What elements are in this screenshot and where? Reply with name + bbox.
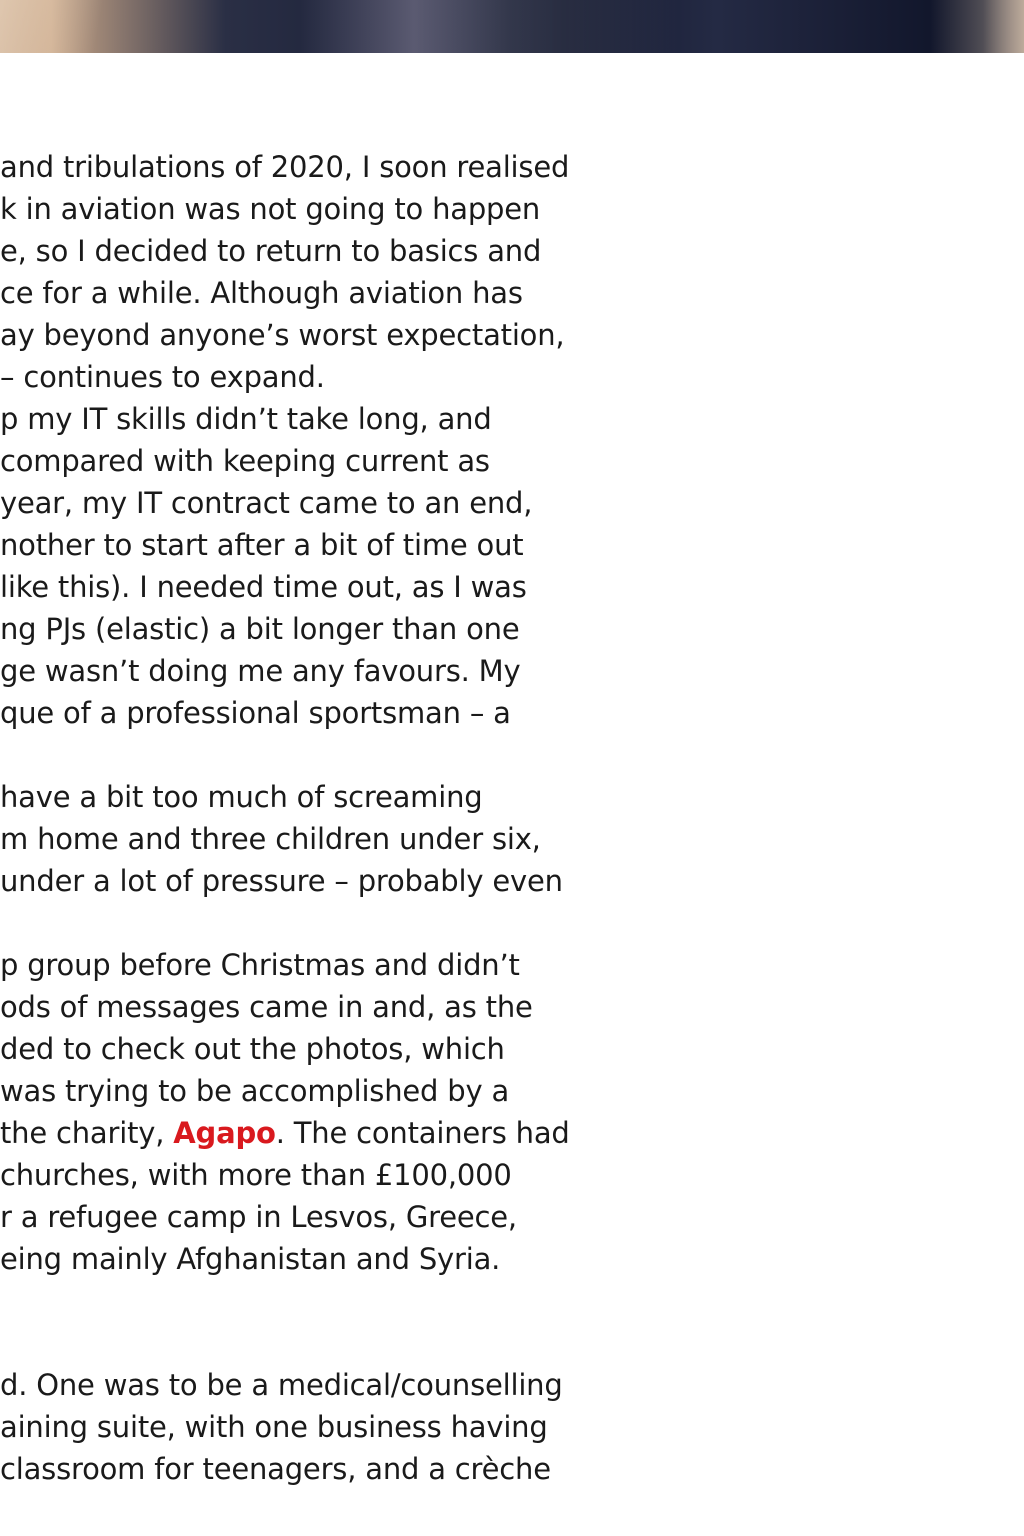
- paragraph-1-line-1: and tribulations of 2020, I soon realised: [0, 150, 570, 184]
- paragraph-4-line-7: r a refugee camp in Lesvos, Greece,: [0, 1200, 517, 1234]
- hero-glint-right: [930, 0, 1024, 53]
- paragraph-2-line-2: compared with keeping current as: [0, 444, 490, 478]
- paragraph-2-line-1: p my IT skills didn’t take long, and: [0, 402, 492, 436]
- paragraph-5-line-1: d. One was to be a medical/counselling: [0, 1368, 563, 1402]
- paragraph-4-line-1: p group before Christmas and didn’t: [0, 948, 520, 982]
- paragraph-5-line-3: classroom for teenagers, and a crèche: [0, 1452, 551, 1486]
- agapo-link[interactable]: Agapo: [173, 1116, 276, 1150]
- paragraph-1-line-6: – continues to expand.: [0, 360, 325, 394]
- hero-glint-center: [300, 0, 680, 53]
- paragraph-1-line-3: e, so I decided to return to basics and: [0, 234, 542, 268]
- hero-image: [0, 0, 1024, 53]
- paragraph-4-line-5: [0, 1112, 570, 1154]
- paragraph-5-line-2: aining suite, with one business having: [0, 1410, 548, 1444]
- paragraph-3-line-2: m home and three children under six,: [0, 822, 541, 856]
- paragraph-3-line-3: under a lot of pressure – probably even: [0, 864, 563, 898]
- paragraph-4-line-4: was trying to be accomplished by a: [0, 1074, 510, 1108]
- paragraph-4-line-6: churches, with more than £100,000: [0, 1158, 512, 1192]
- paragraph-1-line-5: ay beyond anyone’s worst expectation,: [0, 318, 565, 352]
- paragraph-4-line-8: eing mainly Afghanistan and Syria.: [0, 1242, 501, 1276]
- paragraph-4-line-3: ded to check out the photos, which: [0, 1032, 505, 1066]
- paragraph-2-line-4: nother to start after a bit of time out: [0, 528, 524, 562]
- link-line-before: the charity,: [0, 1116, 174, 1150]
- link-line-after: . The containers had: [275, 1116, 570, 1150]
- paragraph-2-line-3: year, my IT contract came to an end,: [0, 486, 533, 520]
- paragraph-2-line-8: que of a professional sportsman – a: [0, 696, 511, 730]
- paragraph-3-line-1: have a bit too much of screaming: [0, 780, 483, 814]
- paragraph-4-line-2: ods of messages came in and, as the: [0, 990, 533, 1024]
- paragraph-1-line-4: ce for a while. Although aviation has: [0, 276, 523, 310]
- paragraph-1-line-2: k in aviation was not going to happen: [0, 192, 541, 226]
- hero-glint-left: [0, 0, 120, 53]
- paragraph-2-line-7: ge wasn’t doing me any favours. My: [0, 654, 521, 688]
- paragraph-2-line-6: ng PJs (elastic) a bit longer than one: [0, 612, 520, 646]
- paragraph-2-line-5: like this). I needed time out, as I was: [0, 570, 527, 604]
